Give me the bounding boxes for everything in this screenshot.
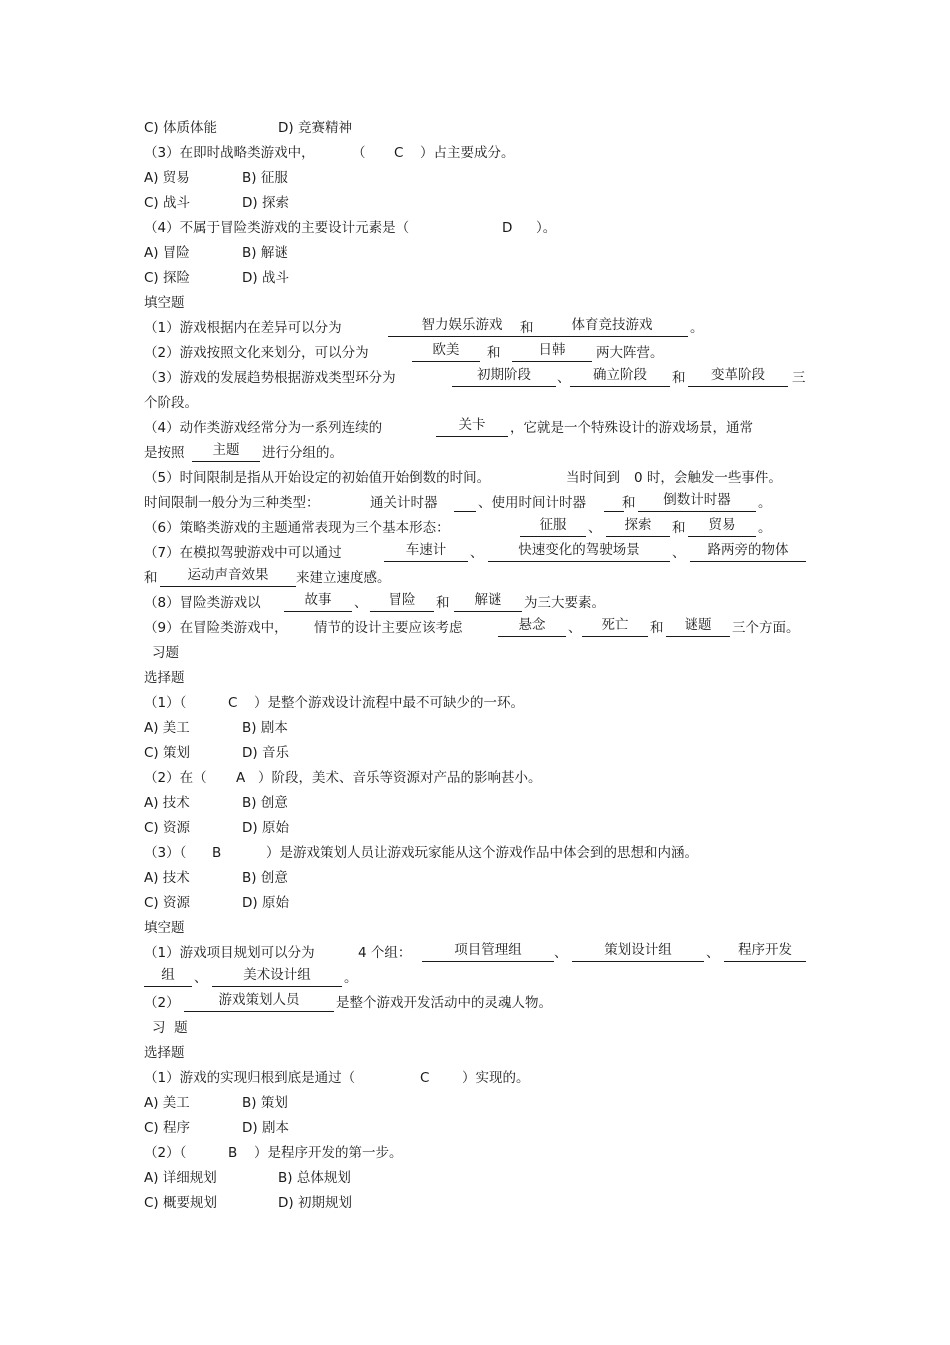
fill-blank-answer: 组 [144,966,192,987]
text-segment: B) 策划 [242,1095,288,1111]
text-segment: 、使用时间计时器 [478,495,586,511]
text-segment: ）是程序开发的第一步。 [254,1145,403,1161]
fill-blank-answer: 游戏策划人员 [184,991,334,1012]
text-segment: ）占主要成分。 [420,145,515,161]
text-segment: C) 程序 [144,1120,190,1136]
text-segment: （1）游戏根据内在差异可以分为 [144,320,342,336]
text-segment: 选择题 [144,670,185,686]
text-segment: 是整个游戏开发活动中的灵魂人物。 [336,995,552,1011]
text-segment: C [394,145,404,161]
text-segment: C) 探险 [144,270,190,286]
text-segment: D) 初期规划 [278,1195,352,1211]
text-segment: 选择题 [144,1045,185,1061]
fill-blank-answer: 路两旁的物体 [690,541,806,562]
text-segment: 。 [690,320,704,336]
text-segment: C) 概要规划 [144,1195,217,1211]
fill-blank-answer: 运动声音效果 [160,566,296,587]
fill-blank-answer: 谜题 [666,616,730,637]
text-segment: 、 [554,945,568,961]
fill-blank-answer: 关卡 [436,416,508,437]
text-segment: （1）（ [144,695,187,711]
text-segment: 填空题 [144,920,185,936]
text-segment: （6）策略类游戏的主题通常表现为三个基本形态： [144,520,450,536]
text-segment: A [236,770,246,786]
text-segment: C) 策划 [144,745,190,761]
text-segment: D) 探索 [242,195,289,211]
text-segment: C [228,695,238,711]
fill-blank-answer: 美术设计组 [212,966,342,987]
text-segment: 、 [706,945,720,961]
text-segment: A) 美工 [144,1095,190,1111]
text-segment: 、 [557,370,571,386]
text-segment: 当时间到 [566,470,620,486]
text-segment: 。 [758,520,772,536]
text-segment: （8）冒险类游戏以 [144,595,261,611]
text-segment: 和 [520,320,534,336]
text-segment: C) 战斗 [144,195,190,211]
text-segment: 填空题 [144,295,185,311]
text-segment: 个阶段。 [144,395,198,411]
text-segment: 习题 [152,645,179,661]
text-segment: （ [352,145,366,161]
text-segment: C) 体质体能 [144,120,217,136]
text-segment: B) 解谜 [242,245,288,261]
text-segment: 和 [672,520,686,536]
text-segment: 和 [144,570,158,586]
text-segment: A) 详细规划 [144,1170,217,1186]
text-segment: 是按照 [144,445,185,461]
text-segment: （2）（ [144,1145,187,1161]
fill-blank-answer: 程序开发 [724,941,806,962]
text-segment: （5）时间限制是指从开始设定的初始值开始倒数的时间。 [144,470,491,486]
text-segment: ）是游戏策划人员让游戏玩家能从这个游戏作品中体会到的思想和内涵。 [266,845,698,861]
text-segment: D) 原始 [242,820,289,836]
text-segment: 4 个组： [358,945,412,961]
text-segment: ）。 [536,220,557,236]
fill-blank-answer: 主题 [192,441,260,462]
text-segment: B) 剧本 [242,720,288,736]
text-segment: （2） [144,995,180,1011]
text-segment: A) 冒险 [144,245,190,261]
text-segment: 和 [672,370,686,386]
text-segment: （2）游戏按照文化来划分，可以分为 [144,345,369,361]
fill-blank-answer: 探索 [606,516,670,537]
text-segment: （1）游戏项目规划可以分为 [144,945,315,961]
text-segment: A) 技术 [144,795,190,811]
text-segment: 来建立速度感。 [296,570,391,586]
fill-blank-answer: 初期阶段 [452,366,556,387]
text-segment: 两大阵营。 [596,345,664,361]
text-segment: ，它就是一个特殊设计的游戏场景，通常 [510,420,753,436]
text-segment: D) 音乐 [242,745,289,761]
text-segment: （3）在即时战略类游戏中， [144,145,315,161]
text-segment: A) 技术 [144,870,190,886]
text-segment: 习 题 [152,1020,188,1036]
text-segment: 情节的设计主要应该考虑 [314,620,463,636]
fill-blank-answer: 征服 [520,516,586,537]
text-segment: 通关计时器 [370,495,438,511]
text-segment: （3）（ [144,845,187,861]
text-segment: A) 贸易 [144,170,190,186]
fill-blank-answer: 贸易 [688,516,756,537]
text-segment: 。 [758,495,772,511]
text-segment: B) 创意 [242,795,288,811]
text-segment: 时间限制一般分为三种类型： [144,495,320,511]
text-segment: 0 时，会触发一些事件。 [634,470,782,486]
fill-blank-answer: 日韩 [512,341,592,362]
text-segment: 、 [568,620,582,636]
text-segment: 、 [672,545,686,561]
text-segment: （7）在模拟驾驶游戏中可以通过 [144,545,342,561]
text-segment: D) 竞赛精神 [278,120,352,136]
text-segment: 三个方面。 [732,620,800,636]
text-segment: D [502,220,513,236]
fill-blank-answer [604,491,624,512]
text-segment: C) 资源 [144,820,190,836]
fill-blank-answer: 悬念 [498,616,566,637]
text-segment: C [420,1070,430,1086]
text-segment: ）阶段，美术、音乐等资源对产品的影响甚小。 [258,770,542,786]
fill-blank-answer: 策划设计组 [572,941,704,962]
text-segment: C) 资源 [144,895,190,911]
text-segment: D) 战斗 [242,270,289,286]
text-segment: B) 征服 [242,170,288,186]
text-segment: 和 [622,495,636,511]
text-segment: B) 总体规划 [278,1170,351,1186]
fill-blank-answer: 倒数计时器 [638,491,756,512]
text-segment: 和 [650,620,664,636]
text-segment: （2）在（ [144,770,207,786]
fill-blank-answer: 体育竞技游戏 [536,316,688,337]
text-segment: （4）动作类游戏经常分为一系列连续的 [144,420,383,436]
fill-blank-answer: 项目管理组 [422,941,554,962]
fill-blank-answer: 确立阶段 [570,366,670,387]
text-segment: （3）游戏的发展趋势根据游戏类型环分为 [144,370,396,386]
fill-blank-answer: 快速变化的驾驶场景 [488,541,670,562]
text-segment: 、 [588,520,602,536]
fill-blank-answer: 死亡 [582,616,648,637]
text-segment: 三 [792,370,806,386]
fill-blank-answer: 欧美 [412,341,480,362]
text-segment: （1）游戏的实现归根到底是通过（ [144,1070,356,1086]
text-segment: 、 [470,545,484,561]
fill-blank-answer: 解谜 [454,591,522,612]
fill-blank-answer: 变革阶段 [688,366,788,387]
text-segment: A) 美工 [144,720,190,736]
text-segment: 为三大要素。 [524,595,605,611]
fill-blank-answer [454,491,476,512]
text-segment: 。 [344,970,358,986]
text-segment: B [212,845,222,861]
text-segment: D) 原始 [242,895,289,911]
text-segment: D) 剧本 [242,1120,289,1136]
fill-blank-answer: 车速计 [384,541,468,562]
fill-blank-answer: 故事 [284,591,352,612]
text-segment: 和 [487,345,501,361]
text-segment: （4）不属于冒险类游戏的主要设计元素是（ [144,220,410,236]
text-segment: 、 [354,595,368,611]
text-segment: 和 [436,595,450,611]
text-segment: 进行分组的。 [262,445,343,461]
text-segment: ）是整个游戏设计流程中最不可缺少的一环。 [254,695,524,711]
fill-blank-answer: 智力娱乐游戏 [388,316,536,337]
text-segment: （9）在冒险类游戏中， [144,620,288,636]
text-segment: ）实现的。 [462,1070,530,1086]
text-segment: B [228,1145,238,1161]
text-segment: B) 创意 [242,870,288,886]
fill-blank-answer: 冒险 [370,591,434,612]
text-segment: 、 [194,970,208,986]
